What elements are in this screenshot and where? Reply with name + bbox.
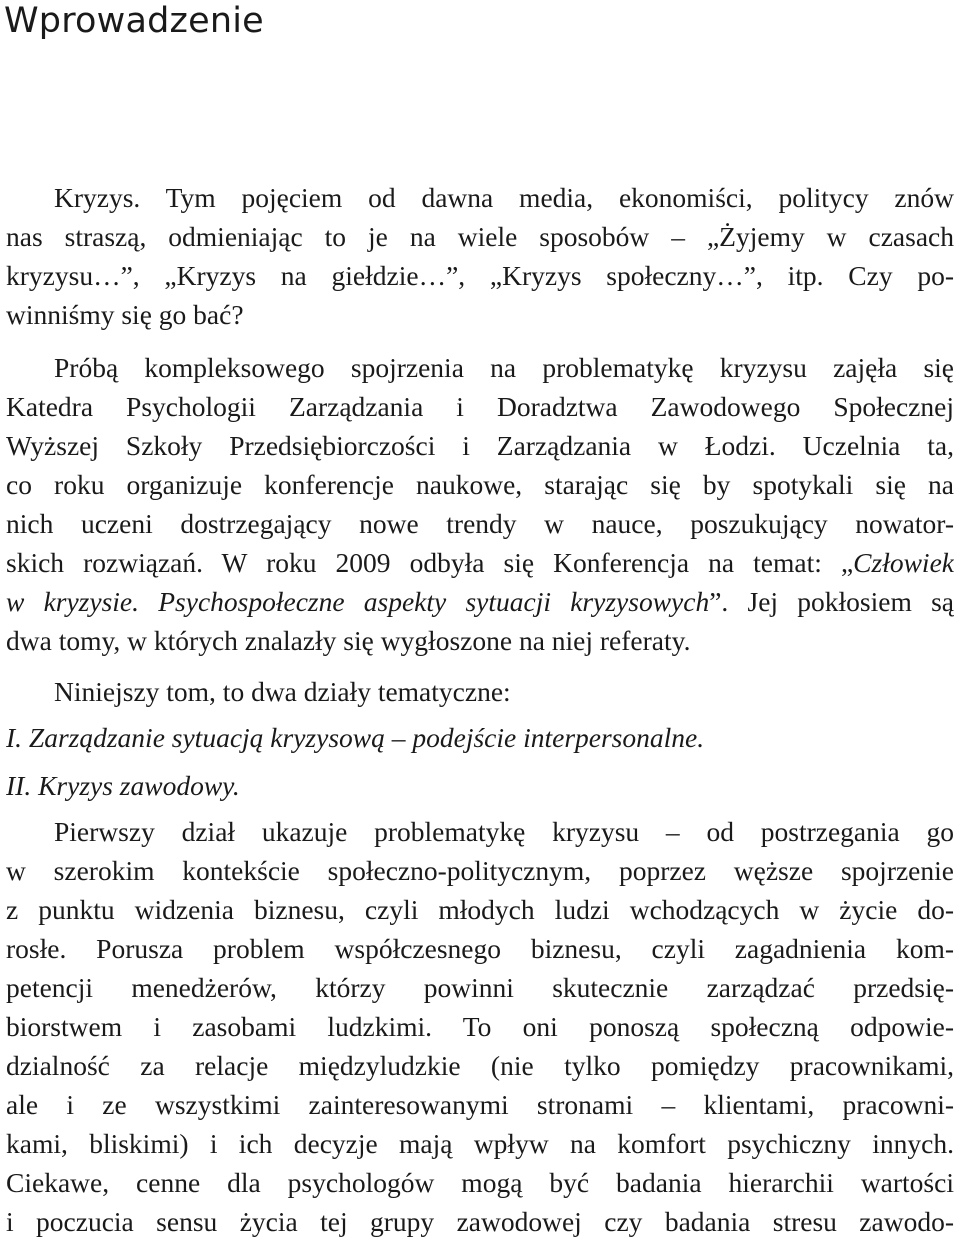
paragraph-text: skich rozwiązań. W roku 2009 odbyła się Konferencja na temat: „ [6,547,854,578]
paragraph-line: Ciekawe, cenne dla psychologów mogą być badania hierarchii wartości [6,1167,954,1198]
paragraph-line: biorstwem i zasobami ludzkimi. To oni ponoszą społeczną odpowie- [6,1011,954,1042]
paragraph-line: Próbą kompleksowego spojrzenia na problematykę kryzysu zajęła się [54,352,954,383]
paragraph-line: Katedra Psychologii Zarządzania i Doradztwa Zawodowego Społecznej [6,391,954,422]
paragraph-line: ale i ze wszystkimi zainteresowanymi stronami – klientami, pracowni- [6,1089,954,1120]
paragraph-line: w szerokim kontekście społeczno-politycznym, poprzez węższe spojrzenie [6,855,954,886]
paragraph-line: nich uczeni dostrzegający nowe trendy w nauce, poszukujący nowator- [6,508,954,539]
paragraph-line [6,543,954,582]
paragraph-line: Pierwszy dział ukazuje problematykę kryzysu – od postrzegania go [54,816,954,847]
section-heading-1 [6,718,954,757]
paragraph-line [6,582,954,621]
page-title: Wprowadzenie [4,1,264,41]
paragraph-line: i poczucia sensu życia tej grupy zawodowej czy badania stresu zawodo- [6,1206,954,1237]
paragraph-line: kami, bliskimi) i ich decyzje mają wpływ na komfort psychiczny innych. [6,1128,954,1159]
paragraph-text: ”. Jej pokłosiem są [709,586,954,617]
paragraph-line: dzialność za relacje międzyludzkie (nie tylko pomiędzy pracownikami, [6,1050,954,1081]
paragraph-line: z punktu widzenia biznesu, czyli młodych ludzi wchodzących w życie do- [6,894,954,925]
paragraph-katedra [6,348,954,660]
conference-title-italic: Człowiek [853,547,954,578]
paragraph-intro [6,178,954,334]
paragraph-line: kryzysu…”, „Kryzys na giełdzie…”, „Kryzys społeczny…”, itp. Czy po- [6,260,954,291]
paragraph-line: petencji menedżerów, którzy powinni skutecznie zarządzać przedsię- [6,972,954,1003]
paragraph-line: winniśmy się go bać? [6,299,244,330]
section-heading-2 [6,766,954,805]
section-title: I. Zarządzanie sytuacją kryzysową – podejście interpersonalne. [6,722,705,753]
conference-title-italic: w kryzysie. Psychospołeczne aspekty sytuacji kryzysowych [6,586,710,617]
paragraph-line: Wyższej Szkoły Przedsiębiorczości i Zarządzania w Łodzi. Uczelnia ta, [6,430,954,461]
paragraph-line: co roku organizuje konferencje naukowe, starając się by spotykali się na [6,469,954,500]
section-title: II. Kryzys zawodowy. [6,770,240,801]
paragraph-line: Niniejszy tom, to dwa działy tematyczne: [54,676,511,707]
paragraph-line: dwa tomy, w których znalazły się wygłoszone na niej referaty. [6,625,691,656]
paragraph-tom [6,672,954,711]
paragraph-line: nas straszą, odmieniając to je na wiele sposobów – „Żyjemy w czasach [6,221,954,252]
paragraph-line: rosłe. Porusza problem współczesnego biznesu, czyli zagadnienia kom- [6,933,954,964]
paragraph-line: Kryzys. Tym pojęciem od dawna media, ekonomiści, politycy znów [54,182,954,213]
paragraph-pierwszy-dzial [6,812,954,1241]
